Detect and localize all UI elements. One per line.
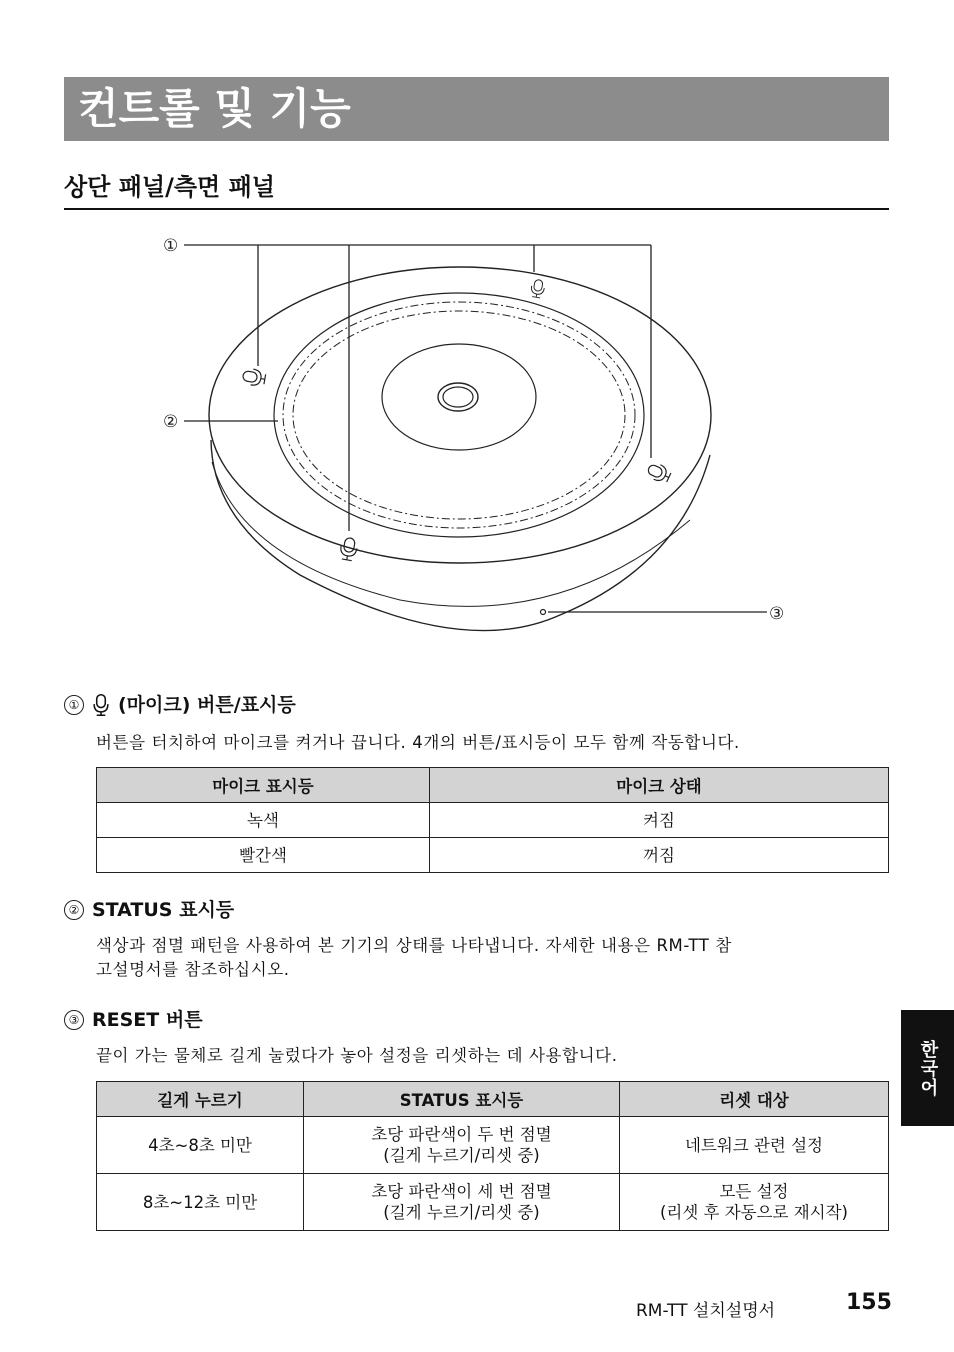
cell-line: (리셋 후 자동으로 재시작) xyxy=(660,1203,848,1222)
table-cell: 4초~8초 미만 xyxy=(97,1117,304,1174)
item2-description xyxy=(96,934,889,982)
item1-heading xyxy=(64,692,296,718)
item1-description: 버튼을 터치하여 마이크를 켜거나 끕니다. 4개의 버튼/표시등이 모두 함께 작동합니다. xyxy=(96,733,740,752)
ring-dash-2 xyxy=(293,311,625,519)
footer-page-number: 155 xyxy=(846,1290,892,1315)
footer-document-name: RM-TT 설치설명서 xyxy=(636,1301,776,1321)
table-cell: 8초~12초 미만 xyxy=(97,1174,304,1231)
ring-dash-1 xyxy=(283,302,635,528)
table-row xyxy=(97,803,889,838)
mic-icon-top xyxy=(530,279,546,299)
item2-number: ② xyxy=(64,900,84,920)
table-cell: 켜짐 xyxy=(430,803,889,838)
table-cell xyxy=(620,1174,889,1231)
item2-desc-line: 고설명서를 참조하십시오. xyxy=(96,960,290,979)
item2-heading xyxy=(64,897,234,923)
reset-hole xyxy=(541,610,546,615)
item3-description: 끝이 가는 물체로 길게 눌렀다가 놓아 설정을 리셋하는 데 사용합니다. xyxy=(96,1046,618,1065)
ring-outer xyxy=(274,293,644,537)
center-button-inner xyxy=(443,387,473,407)
item1-number: ① xyxy=(64,695,84,715)
device-side xyxy=(211,440,710,631)
item2-title: STATUS 표시등 xyxy=(92,899,235,921)
page-title: 컨트롤 및 기능 xyxy=(64,77,889,141)
table-header: 마이크 표시등 xyxy=(97,768,430,803)
reset-table xyxy=(96,1081,889,1231)
cell-line: 네트워크 관련 설정 xyxy=(684,1135,823,1155)
cell-line: 초당 파란색이 세 번 점멸 xyxy=(371,1182,552,1201)
table-row xyxy=(97,838,889,873)
mic-icon xyxy=(92,693,110,717)
leader-1 xyxy=(184,245,651,531)
item3-heading xyxy=(64,1007,203,1033)
item2-desc-line: 색상과 점멸 패턴을 사용하여 본 기기의 상태를 나타냅니다. 자세한 내용은 RM-TT 참 xyxy=(96,936,732,955)
callout-3: ③ xyxy=(769,604,785,624)
cell-line: (길게 누르기/리셋 중) xyxy=(383,1146,540,1165)
table-header: STATUS 표시등 xyxy=(304,1082,620,1117)
cell-line: (길게 누르기/리셋 중) xyxy=(383,1203,540,1222)
item1-title: (마이크) 버튼/표시등 xyxy=(118,694,296,716)
table-cell: 빨간색 xyxy=(97,838,430,873)
table-cell xyxy=(304,1174,620,1231)
item3-title: RESET 버튼 xyxy=(92,1009,203,1031)
center-disc xyxy=(382,344,536,450)
language-tab: 한국어 xyxy=(901,1010,954,1126)
item3-number: ③ xyxy=(64,1010,84,1030)
cell-line: 초당 파란색이 두 번 점멸 xyxy=(371,1125,552,1144)
mic-status-table xyxy=(96,767,889,873)
mic-icon-left xyxy=(242,368,266,388)
callout-1: ① xyxy=(163,236,179,256)
mic-icon-right xyxy=(645,461,672,485)
device-diagram xyxy=(150,225,810,640)
table-cell xyxy=(304,1117,620,1174)
callout-2: ② xyxy=(163,412,179,432)
table-header: 마이크 상태 xyxy=(430,768,889,803)
table-cell: 녹색 xyxy=(97,803,430,838)
table-cell xyxy=(620,1117,889,1174)
table-row xyxy=(97,1174,889,1231)
cell-line: 모든 설정 xyxy=(719,1182,789,1201)
table-cell: 꺼짐 xyxy=(430,838,889,873)
device-band xyxy=(212,462,690,606)
table-header: 리셋 대상 xyxy=(620,1082,889,1117)
table-header: 길게 누르기 xyxy=(97,1082,304,1117)
table-row xyxy=(97,1117,889,1174)
section-title: 상단 패널/측면 패널 xyxy=(64,170,889,210)
